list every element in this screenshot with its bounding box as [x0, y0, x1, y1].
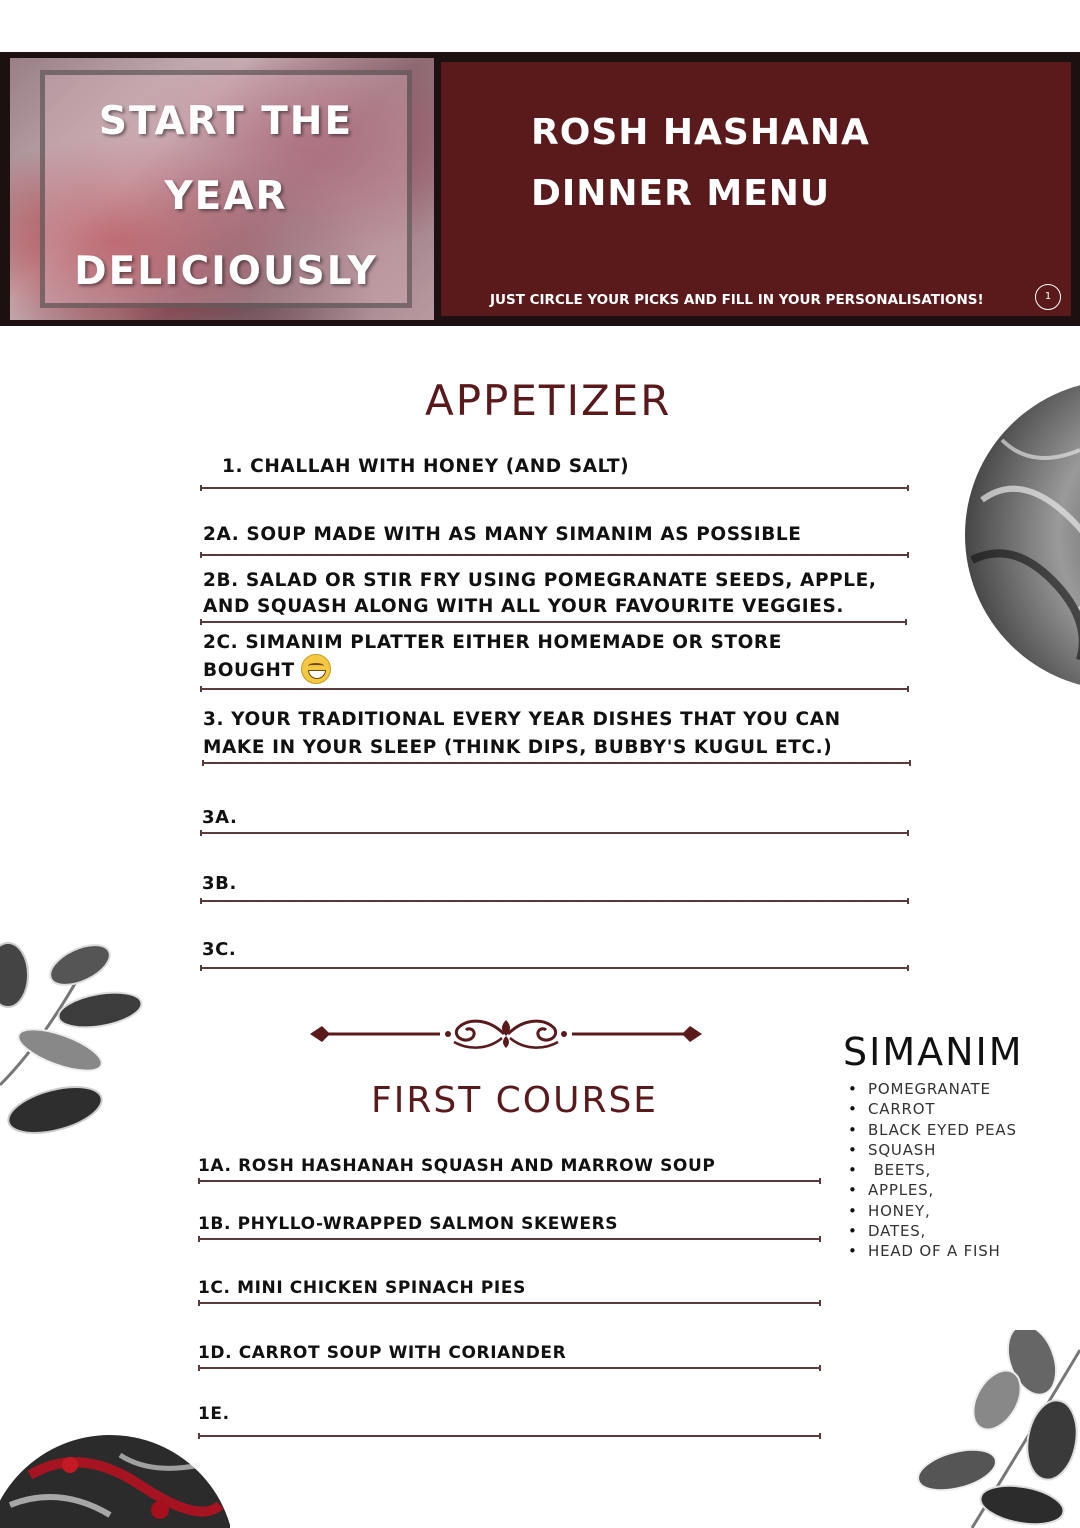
appetizer-heading: APPETIZER [425, 376, 672, 425]
appetizer-item-2c-line-1: 2C. SIMANIM PLATTER EITHER HOMEMADE OR STORE [203, 632, 783, 653]
simanim-item: • BEETS, [848, 1160, 1017, 1180]
leaf-branch-decoration-left [0, 935, 150, 1145]
tagline-line-2: YEAR [164, 174, 288, 219]
simanim-item: • SQUASH [848, 1140, 1017, 1160]
appetizer-rule-2b [200, 621, 907, 623]
simanim-item: • BLACK EYED PEAS [848, 1120, 1017, 1140]
appetizer-item-3-line-2: MAKE IN YOUR SLEEP (THINK DIPS, BUBBY'S KUGUL ETC.) [203, 737, 833, 758]
appetizer-rule-3c [200, 967, 909, 969]
appetizer-rule-1 [200, 487, 909, 489]
appetizer-item-2b[interactable] [203, 568, 877, 620]
page-number-badge: 1 [1035, 284, 1061, 310]
first-course-rule-1b [198, 1238, 821, 1240]
first-course-item-1e[interactable]: 1E. [198, 1404, 230, 1424]
simanim-item: • POMEGRANATE [848, 1079, 1017, 1099]
appetizer-item-3c[interactable]: 3C. [202, 939, 237, 960]
appetizer-item-3a[interactable]: 3A. [202, 807, 238, 828]
simanim-item: • CARROT [848, 1099, 1017, 1119]
appetizer-rule-3b [200, 900, 909, 902]
banner-title-panel [441, 62, 1071, 316]
first-course-rule-1c [198, 1302, 821, 1304]
tagline-line-3: DELICIOUSLY [74, 249, 378, 294]
instruction-note: JUST CIRCLE YOUR PICKS AND FILL IN YOUR PERSONALISATIONS! [490, 292, 984, 308]
first-course-item-1d[interactable]: 1D. CARROT SOUP WITH CORIANDER [198, 1343, 567, 1363]
page-title [531, 102, 870, 224]
simanim-item: • DATES, [848, 1221, 1017, 1241]
appetizer-rule-2a [200, 554, 909, 556]
page-title-line-2: DINNER MENU [531, 173, 831, 214]
grinning-face-icon [301, 654, 331, 684]
first-course-rule-1d [198, 1367, 821, 1369]
tagline-line-1: START THE [98, 99, 354, 144]
marble-circle-decoration [962, 380, 1080, 690]
first-course-item-1c[interactable]: 1C. MINI CHICKEN SPINACH PIES [198, 1278, 526, 1298]
simanim-heading: SIMANIM [843, 1030, 1024, 1074]
appetizer-rule-2c [200, 688, 909, 690]
first-course-rule-1e [198, 1435, 821, 1437]
appetizer-item-2a[interactable]: 2A. SOUP MADE WITH AS MANY SIMANIM AS POSSIBLE [203, 524, 802, 545]
first-course-item-1b[interactable]: 1B. PHYLLO-WRAPPED SALMON SKEWERS [198, 1214, 619, 1234]
first-course-rule-1a [198, 1180, 821, 1182]
simanim-item: • APPLES, [848, 1180, 1017, 1200]
simanim-item: • HEAD OF A FISH [848, 1241, 1017, 1261]
header-banner [0, 52, 1080, 326]
appetizer-item-2c[interactable] [203, 630, 782, 686]
simanim-item: • HONEY, [848, 1201, 1017, 1221]
appetizer-item-3b[interactable]: 3B. [202, 873, 237, 894]
banner-tagline [10, 84, 442, 309]
appetizer-item-3[interactable] [203, 706, 841, 762]
first-course-item-1a[interactable]: 1A. ROSH HASHANAH SQUASH AND MARROW SOUP [198, 1156, 716, 1176]
appetizer-rule-3 [202, 762, 911, 764]
appetizer-rule-3a [200, 832, 909, 834]
appetizer-item-1[interactable]: 1. CHALLAH WITH HONEY (AND SALT) [222, 456, 630, 477]
appetizer-item-3-line-1: 3. YOUR TRADITIONAL EVERY YEAR DISHES THAT YOU CAN [203, 709, 841, 730]
leaf-branch-decoration-right [912, 1330, 1080, 1528]
marble-circle-decoration-bottom [0, 1435, 230, 1528]
appetizer-item-2b-line-2: AND SQUASH ALONG WITH ALL YOUR FAVOURITE VEGGIES. [203, 596, 845, 617]
page-title-line-1: ROSH HASHANA [531, 112, 870, 153]
simanim-list [848, 1079, 1017, 1262]
appetizer-item-2c-text: BOUGHT [203, 660, 295, 681]
banner-photo [10, 58, 434, 320]
appetizer-item-2c-line-2 [203, 656, 782, 686]
appetizer-item-2b-line-1: 2B. SALAD OR STIR FRY USING POMEGRANATE SEEDS, APPLE, [203, 570, 877, 591]
flourish-divider-icon [308, 1012, 704, 1056]
first-course-heading: FIRST COURSE [371, 1080, 659, 1121]
